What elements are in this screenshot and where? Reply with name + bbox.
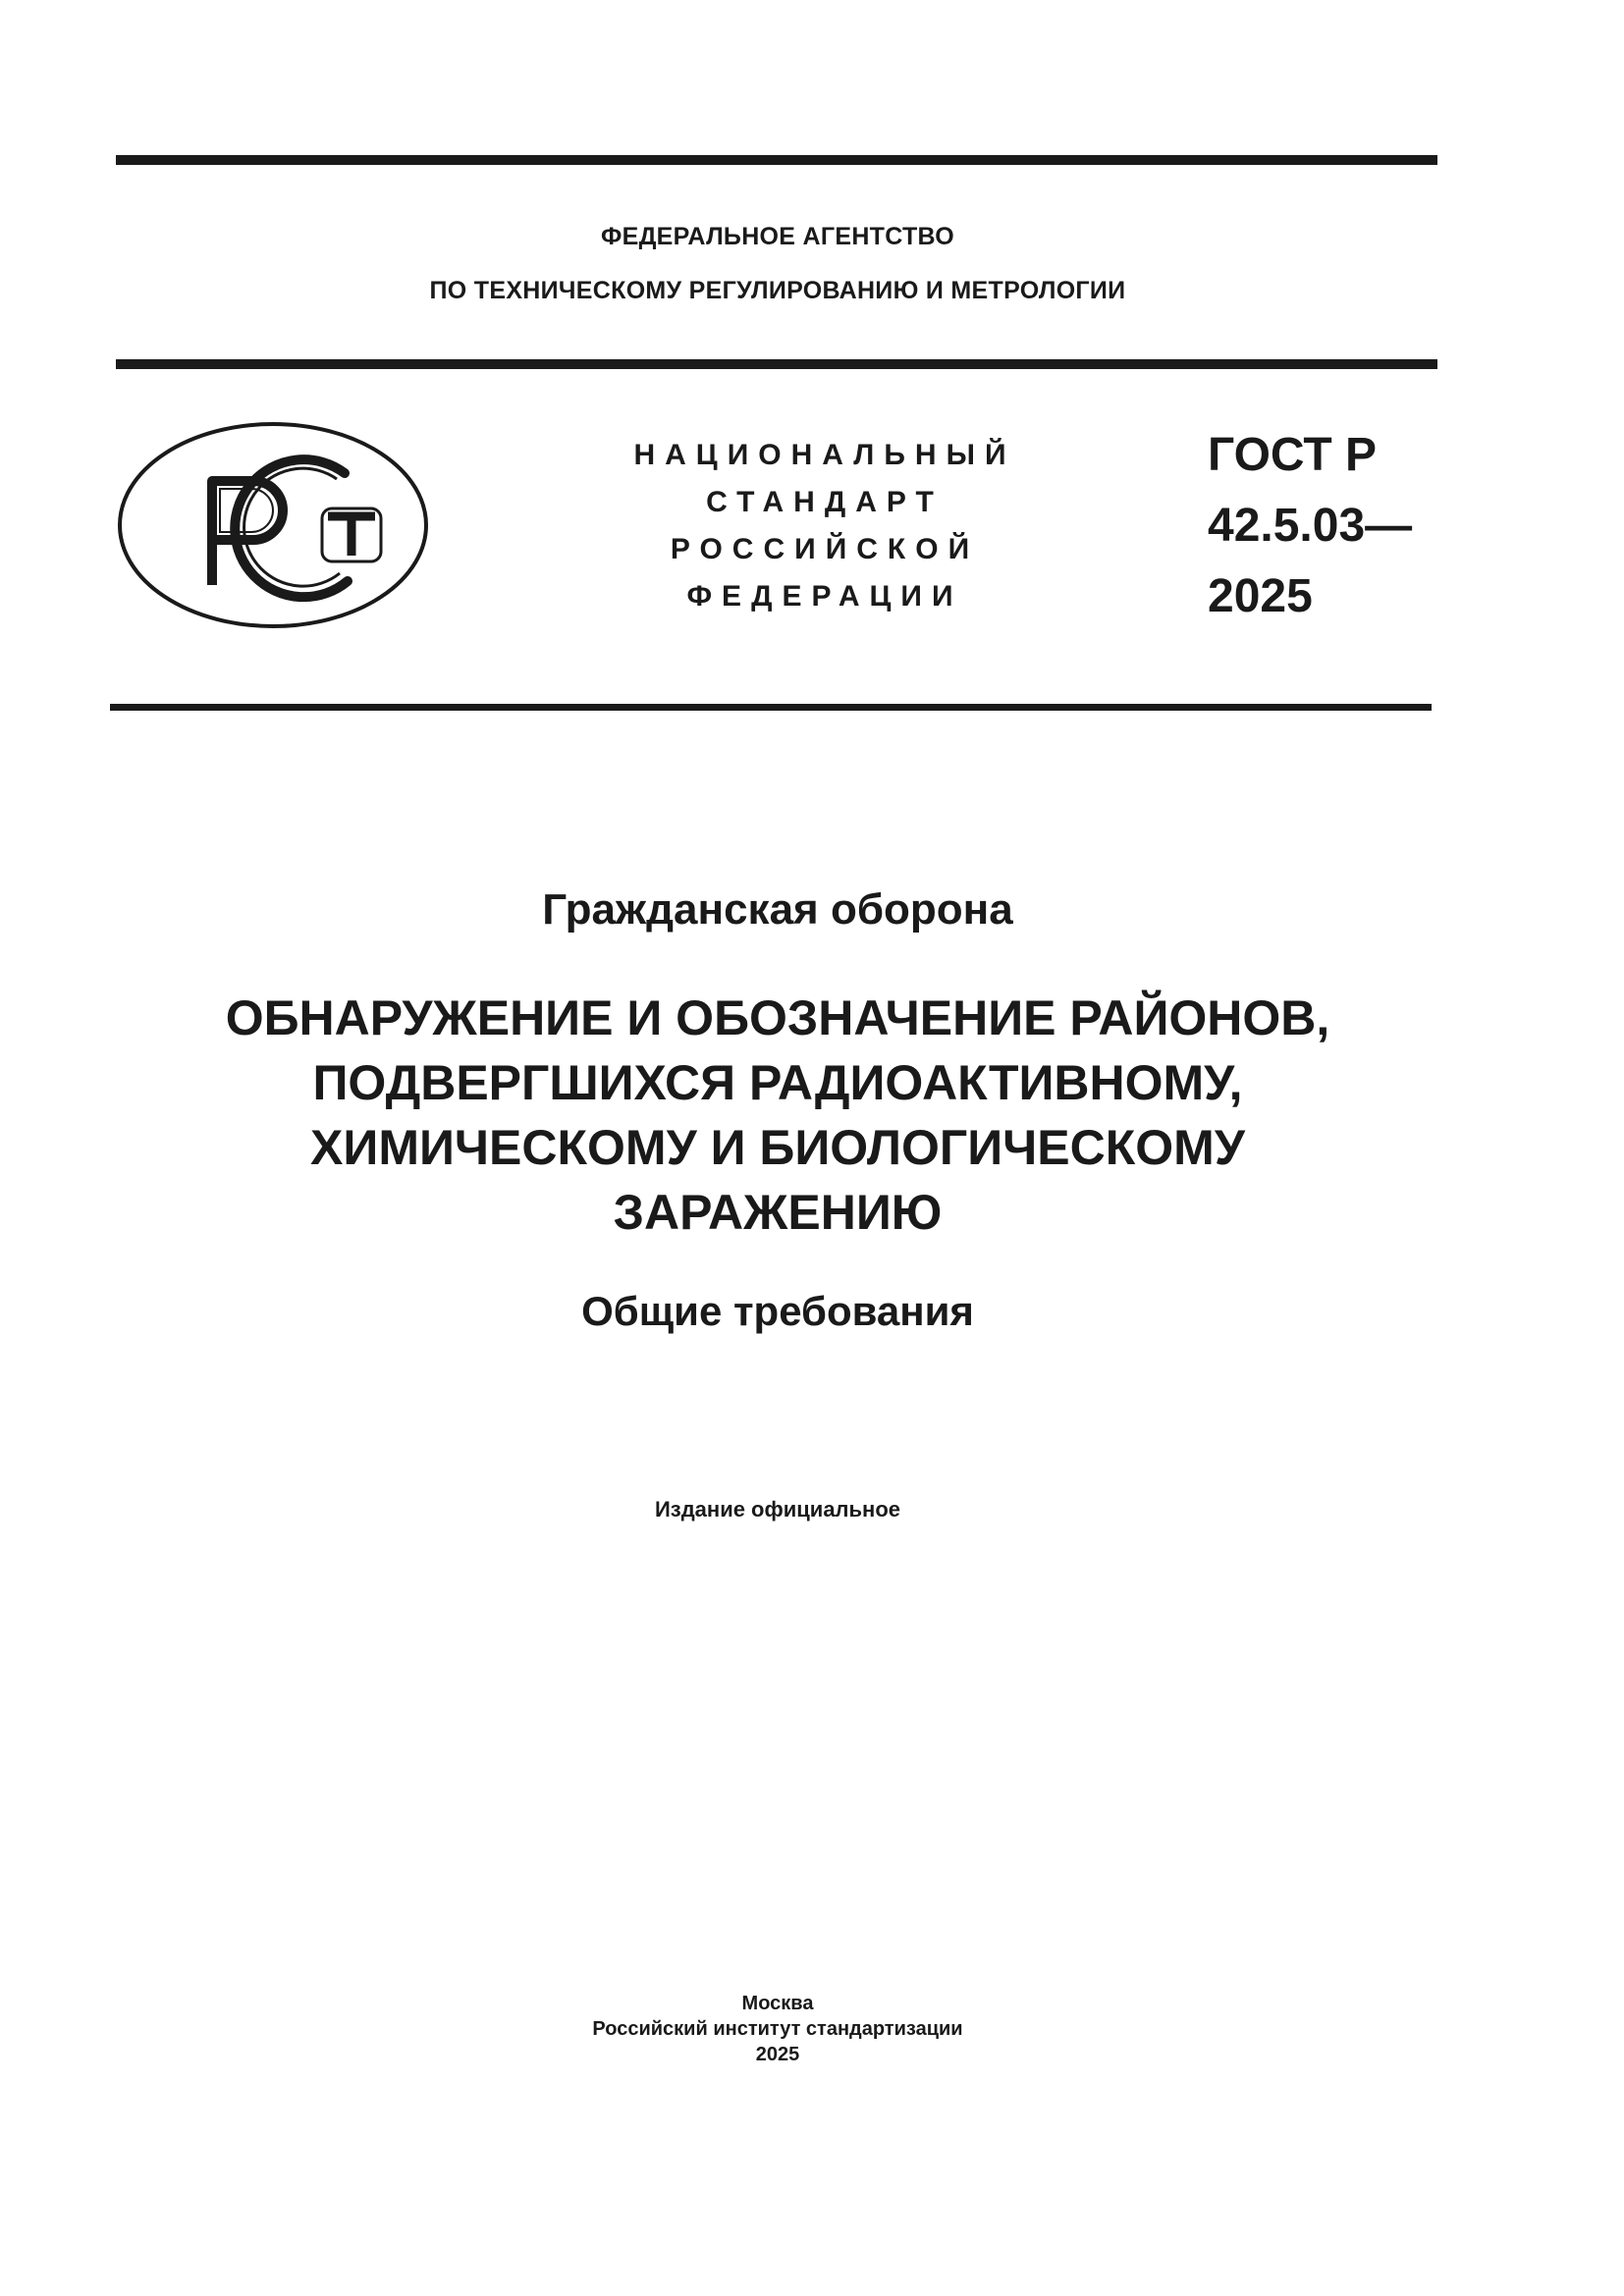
- document-title-line: ЗАРАЖЕНИЮ: [613, 1185, 943, 1240]
- document-subtitle: Общие требования: [581, 1288, 974, 1334]
- imprint: [0, 1991, 1555, 2067]
- edition-note: Издание официальное: [654, 1497, 901, 1522]
- document-title: [0, 986, 1555, 1245]
- standard-type-line: СТАНДАРТ: [706, 486, 944, 518]
- header-divider: [116, 359, 1437, 369]
- standard-type-line: НАЦИОНАЛЬНЫЙ: [633, 439, 1016, 471]
- agency-name-line-1: ФЕДЕРАЛЬНОЕ АГЕНТСТВО: [600, 223, 955, 250]
- title-block-divider: [110, 704, 1432, 711]
- document-title-line: ХИМИЧЕСКОМУ И БИОЛОГИЧЕСКОМУ: [310, 1120, 1245, 1175]
- top-divider: [116, 155, 1437, 165]
- standard-type-line: ФЕДЕРАЦИИ: [686, 580, 963, 613]
- document-title-line: ОБНАРУЖЕНИЕ И ОБОЗНАЧЕНИЕ РАЙОНОВ,: [225, 990, 1330, 1045]
- gost-designation-line: 42.5.03—: [1208, 500, 1413, 552]
- imprint-publisher: Российский институт стандартизации: [592, 2018, 963, 2040]
- imprint-city: Москва: [741, 1993, 814, 2014]
- imprint-year: 2025: [755, 2044, 800, 2065]
- standard-type-line: РОССИЙСКОЙ: [670, 533, 980, 565]
- document-title-line: ПОДВЕРГШИХСЯ РАДИОАКТИВНОМУ,: [312, 1055, 1243, 1110]
- gost-designation: [1208, 420, 1412, 632]
- agency-name-line-2: ПО ТЕХНИЧЕСКОМУ РЕГУЛИРОВАНИЮ И МЕТРОЛОГИИ: [429, 277, 1126, 304]
- gost-designation-line: ГОСТ Р: [1208, 429, 1378, 481]
- document-category: Гражданская оборона: [542, 885, 1013, 934]
- national-standard-label: [579, 432, 1070, 620]
- gost-r-certification-mark-icon: [116, 420, 430, 630]
- gost-designation-line: 2025: [1208, 570, 1313, 622]
